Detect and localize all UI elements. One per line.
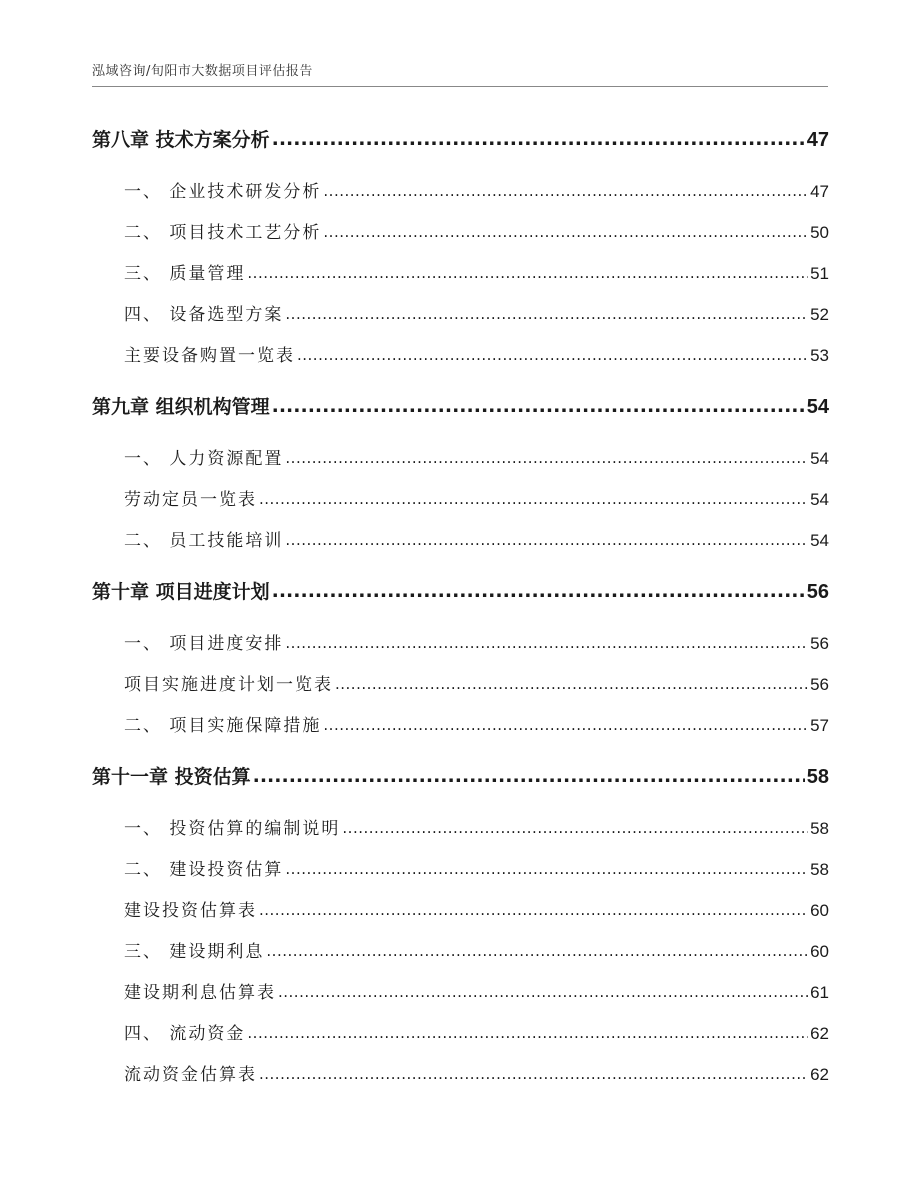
dot-leader xyxy=(285,448,808,468)
dot-leader xyxy=(285,530,808,550)
running-header: 泓域咨询/旬阳市大数据项目评估报告 xyxy=(92,64,313,79)
toc-entry[interactable] xyxy=(124,937,829,962)
toc-entry-title: 三、 质量管理 xyxy=(124,264,246,284)
toc-page-number: 62 xyxy=(810,1065,829,1084)
dot-leader xyxy=(285,633,808,653)
toc-entry-title: 第八章 技术方案分析 xyxy=(92,129,270,151)
toc-entry-title: 二、 建设投资估算 xyxy=(124,860,284,880)
dot-leader xyxy=(247,1023,808,1043)
toc-page-number: 52 xyxy=(810,305,829,324)
toc-entry[interactable] xyxy=(124,629,829,654)
toc-page-number: 54 xyxy=(810,449,829,468)
toc-entry-title: 一、 投资估算的编制说明 xyxy=(124,819,341,839)
toc-entry-title: 第九章 组织机构管理 xyxy=(92,396,270,418)
dot-leader xyxy=(253,765,805,787)
dot-leader xyxy=(335,674,808,694)
dot-leader xyxy=(259,1064,808,1084)
toc-page-number: 56 xyxy=(810,675,829,694)
toc-entry-title: 第十章 项目进度计划 xyxy=(92,581,270,603)
toc-entry[interactable] xyxy=(124,177,829,202)
toc-page-number: 51 xyxy=(810,264,829,283)
dot-leader xyxy=(323,222,808,242)
toc-page-number: 53 xyxy=(810,346,829,365)
toc-page-number: 60 xyxy=(810,901,829,920)
dot-leader xyxy=(272,395,805,417)
dot-leader xyxy=(272,128,805,150)
toc-page-number: 50 xyxy=(810,223,829,242)
toc-entry-title: 建设期利息估算表 xyxy=(124,983,276,1003)
dot-leader xyxy=(323,181,808,201)
toc-entry[interactable] xyxy=(124,855,829,880)
toc-entry[interactable] xyxy=(124,218,829,243)
toc-page-number: 54 xyxy=(810,531,829,550)
toc-entry-title: 第十一章 投资估算 xyxy=(92,766,251,788)
toc-entry[interactable] xyxy=(124,341,829,366)
dot-leader xyxy=(285,304,808,324)
toc-entry-title: 一、 人力资源配置 xyxy=(124,449,284,469)
dot-leader xyxy=(342,818,808,838)
toc-entry[interactable] xyxy=(124,300,829,325)
toc-entry-title: 流动资金估算表 xyxy=(124,1065,257,1085)
toc-entry[interactable] xyxy=(124,1060,829,1085)
toc-entry[interactable] xyxy=(124,670,829,695)
toc-entry[interactable] xyxy=(124,259,829,284)
dot-leader xyxy=(323,715,808,735)
toc-entry[interactable] xyxy=(124,485,829,510)
toc-page-number: 57 xyxy=(810,716,829,735)
dot-leader xyxy=(285,859,808,879)
toc-entry-title: 四、 流动资金 xyxy=(124,1024,246,1044)
toc-page-number: 58 xyxy=(810,860,829,879)
toc-entry[interactable] xyxy=(124,711,829,736)
header-rule xyxy=(92,86,828,87)
toc-page-number: 54 xyxy=(806,396,829,418)
toc-entry-title: 一、 项目进度安排 xyxy=(124,634,284,654)
toc-page-number: 54 xyxy=(810,490,829,509)
toc-entry-title: 建设投资估算表 xyxy=(124,901,257,921)
toc-entry-title: 主要设备购置一览表 xyxy=(124,346,295,366)
toc-page-number: 58 xyxy=(806,766,829,788)
toc-entry-title: 劳动定员一览表 xyxy=(124,490,257,510)
dot-leader xyxy=(259,900,808,920)
toc-entry[interactable] xyxy=(124,978,829,1003)
dot-leader xyxy=(278,982,808,1002)
dot-leader xyxy=(272,580,805,602)
toc-chapter-11[interactable] xyxy=(92,762,829,789)
toc-entry-title: 四、 设备选型方案 xyxy=(124,305,284,325)
toc-entry-title: 二、 项目技术工艺分析 xyxy=(124,223,322,243)
toc-page-number: 47 xyxy=(806,129,829,151)
toc-entry[interactable] xyxy=(124,1019,829,1044)
dot-leader xyxy=(259,489,808,509)
dot-leader xyxy=(247,263,808,283)
toc-chapter-9[interactable] xyxy=(92,392,829,419)
toc-page-number: 61 xyxy=(810,983,829,1002)
toc-chapter-10[interactable] xyxy=(92,577,829,604)
toc-entry[interactable] xyxy=(124,526,829,551)
toc-entry[interactable] xyxy=(124,896,829,921)
toc-chapter-8[interactable] xyxy=(92,125,829,152)
toc-page-number: 56 xyxy=(806,581,829,603)
toc-entry-title: 项目实施进度计划一览表 xyxy=(124,675,333,695)
toc-entry-title: 三、 建设期利息 xyxy=(124,942,265,962)
toc-page-number: 58 xyxy=(810,819,829,838)
toc-entry-title: 一、 企业技术研发分析 xyxy=(124,182,322,202)
dot-leader xyxy=(297,345,808,365)
toc-entry-title: 二、 项目实施保障措施 xyxy=(124,716,322,736)
toc-entry[interactable] xyxy=(124,814,829,839)
toc-entry[interactable] xyxy=(124,444,829,469)
toc-entry-title: 二、 员工技能培训 xyxy=(124,531,284,551)
toc-page-number: 62 xyxy=(810,1024,829,1043)
dot-leader xyxy=(266,941,808,961)
toc-page-number: 60 xyxy=(810,942,829,961)
toc-page-number: 47 xyxy=(810,182,829,201)
toc-page-number: 56 xyxy=(810,634,829,653)
